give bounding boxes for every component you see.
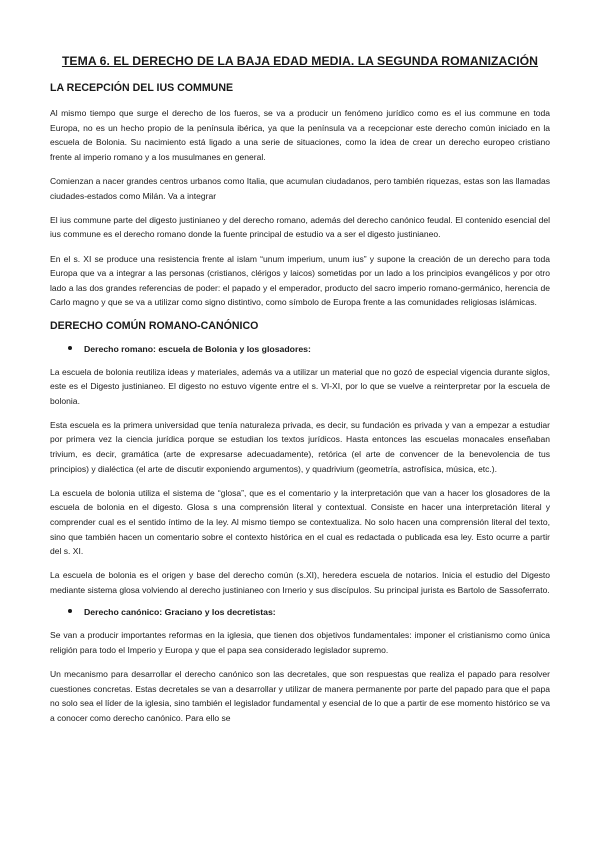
paragraph: Esta escuela es la primera universidad que tenía naturaleza privada, es decir, su fundación es privada y van a empezar a estudiar por primera vez la ciencia jurídica porque se estudian los textos jurídicos. Hasta entonces las escuelas monacales enseñaban trivium, es decir, gramática (arte de expresarse adecuadamente), retórica (el arte de convencer de la benevolencia de tus principios) y dialéctica (el arte de discutir exponiendo argumentos), y quadrivium (geometría, astrofísica, música, etc.). (50, 419, 550, 474)
paragraph: Se van a producir importantes reformas en la iglesia, que tienen dos objetivos fundamentales: imponer el cristianismo como única religión para todo el Imperio y Europa y que el papa sea considerado legislador supremo. (50, 630, 550, 655)
bullet-label: Derecho romano: escuela de Bolonia y los glosadores: (84, 343, 311, 354)
paragraph: Comienzan a nacer grandes centros urbanos como Italia, que acumulan ciudadanos, pero también riquezas, estas son las llamadas ciudades-estados como Milán. Va a integrar (50, 175, 550, 201)
document-title: TEMA 6. EL DERECHO DE LA BAJA EDAD MEDIA. LA SEGUNDA ROMANIZACIÓN (61, 54, 539, 68)
paragraph: Al mismo tiempo que surge el derecho de los fueros, se va a producir un fenómeno jurídico como es el ius commune en toda Europa, no es un hecho propio de la península ibérica, ya que la península va a recepcionar este derecho común iniciado en la escuela de Bolonia. Su nacimiento está ligado a una serie de situaciones, como la idea de crear un derecho europeo cristiano frente al imperio romano y a los musulmanes en general. (50, 108, 550, 162)
paragraph: La escuela de bolonia es el origen y base del derecho común (s.XI), heredera escuela de notarios. Inicia el estudio del Digesto mediante sistema glosa volviendo al derecho justinianeo con Irnerio y sus discípulos. Su principal jurista es Bartolo de Sassoferrato. (50, 570, 550, 595)
bullet-dot-icon (68, 609, 72, 613)
bullet-label: Derecho canónico: Graciano y los decretistas: (84, 607, 276, 618)
paragraph: El ius commune parte del digesto justinianeo y del derecho romano, además del derecho canónico feudal. El contenido esencial del ius commune es el derecho romano donde la fuente principal de estudio va a ser el digesto justinianeo. (50, 214, 550, 240)
section-heading-ius-commune: LA RECEPCIÓN DEL IUS COMMUNE (50, 82, 234, 94)
bullet-derecho-romano (68, 344, 550, 354)
paragraph: La escuela de bolonia reutiliza ideas y materiales, además va a utilizar un material que no gozó de especial vigencia durante siglos, este es el Digesto justinianeo. El digesto no estuvo vigente entre el s. VI-XI, por lo que se vuelve a reinterpretar por la escuela de bolonia. (50, 366, 550, 406)
bullet-dot-icon (68, 346, 72, 350)
paragraph: Un mecanismo para desarrollar el derecho canónico son las decretales, que son respuestas que realiza el papado para resolver cuestiones concretas. Estas decretales se van a desarrollar y utilizar de manera permanente por parte del papado para que el papa no solo sea el líder de la iglesia, sino también el legislador fundamental y esencial de lo que a partir de ese momento histórico se va a conocer como derecho canónico. Para ello se (50, 668, 550, 723)
section-heading-derecho-comun: DERECHO COMÚN ROMANO-CANÓNICO (50, 319, 259, 332)
paragraph: En el s. XI se produce una resistencia frente al islam “unum imperium, unum ius” y supone la creación de un derecho para toda Europa que va a integrar a las personas (cristianos, clérigos y laicos) sometidas por un lado a los principios evangélicos y por otro lado a las dos grandes referencias de poder: el papado y el emperador, producto del sacro imperio romano-germánico, herencia de Carlo magno y que se va a utilizar como signo distintivo, como símbolo de Europa frente a las comunidades religiosas islámicas. (50, 253, 550, 308)
paragraph: La escuela de bolonia utiliza el sistema de “glosa”, que es el comentario y la interpretación que van a hacer los glosadores de la escuela de bolonia en el digesto. Glosa s una comprensión literal y contextual. Consiste en hacer una interpretación literal y comprender cual es el sentido íntimo de la ley. Al mismo tiempo se contextualiza. No solo hacen una comprensión literal del texto, sino que también hacen un comentario sobre el contexto histórica en el cual es redactada o publicada esa ley. Esto ocurre a partir del s. XI. (50, 487, 550, 557)
bullet-derecho-canonico (68, 607, 550, 617)
